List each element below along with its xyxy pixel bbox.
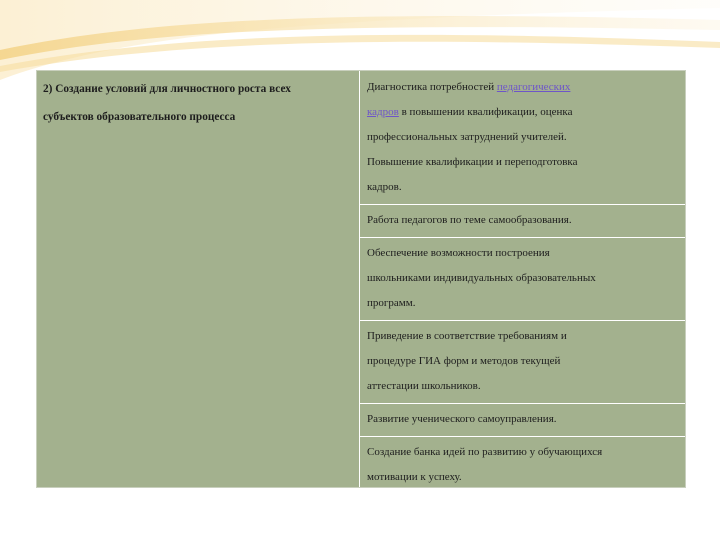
line-text: Диагностика потребностей: [367, 81, 497, 93]
paragraph-line: [367, 374, 685, 399]
line-text: Развитие ученического самоуправления.: [367, 413, 557, 425]
line-text: Повышение квалификации и переподготовка: [367, 156, 578, 168]
paragraph-line: [367, 125, 685, 150]
line-text: кадров.: [367, 181, 402, 193]
left-cell-line: субъектов образовательного процесса: [43, 111, 236, 123]
paragraph-line: [367, 266, 685, 291]
paragraph-line: [367, 175, 685, 200]
right-cell-paragraph: [360, 75, 685, 200]
right-cell-paragraph: [360, 208, 685, 233]
line-text: в повышении квалификации, оценка: [398, 106, 573, 118]
line-text: процедуре ГИА форм и методов текущей: [367, 355, 561, 367]
paragraph-separator: [360, 436, 685, 437]
paragraph-line: [367, 150, 685, 175]
paragraph-separator: [360, 320, 685, 321]
line-text: Создание банка идей по развитию у обучающихся: [367, 446, 603, 458]
paragraph-separator: [360, 237, 685, 238]
paragraph-line: [367, 349, 685, 374]
right-cell-paragraph: [360, 324, 685, 399]
line-text: аттестации школьников.: [367, 380, 481, 392]
paragraph-separator: [360, 204, 685, 205]
left-cell-text: [43, 75, 355, 131]
line-text: мотивации к успеху.: [367, 471, 462, 483]
paragraph-line: [367, 465, 685, 490]
left-cell-line: 2) Создание условий для личностного роста всех: [43, 83, 291, 95]
table-left-cell: [37, 71, 360, 487]
paragraph-separator: [360, 403, 685, 404]
right-cell-paragraph: [360, 241, 685, 316]
paragraph-line: [367, 440, 685, 465]
right-cell-paragraph: [360, 440, 685, 490]
paragraph-line: [367, 291, 685, 316]
hyperlink[interactable]: педагогических: [496, 81, 571, 93]
paragraph-line: [367, 208, 685, 233]
line-text: школьниками индивидуальных образовательных: [367, 272, 596, 284]
paragraph-line: [367, 407, 685, 432]
paragraph-line: [367, 100, 685, 125]
paragraph-line: [367, 241, 685, 266]
content-table: [37, 71, 685, 487]
line-text: профессиональных затруднений учителей.: [367, 131, 567, 143]
table-right-cell: [360, 71, 685, 487]
line-text: Обеспечение возможности построения: [367, 247, 550, 259]
line-text: программ.: [367, 297, 416, 309]
line-text: Работа педагогов по теме самообразования.: [367, 214, 572, 226]
hyperlink[interactable]: кадров: [367, 106, 399, 118]
right-cell-paragraph: [360, 407, 685, 432]
paragraph-line: [367, 324, 685, 349]
line-text: Приведение в соответствие требованиям и: [367, 330, 567, 342]
paragraph-line: [367, 75, 685, 100]
